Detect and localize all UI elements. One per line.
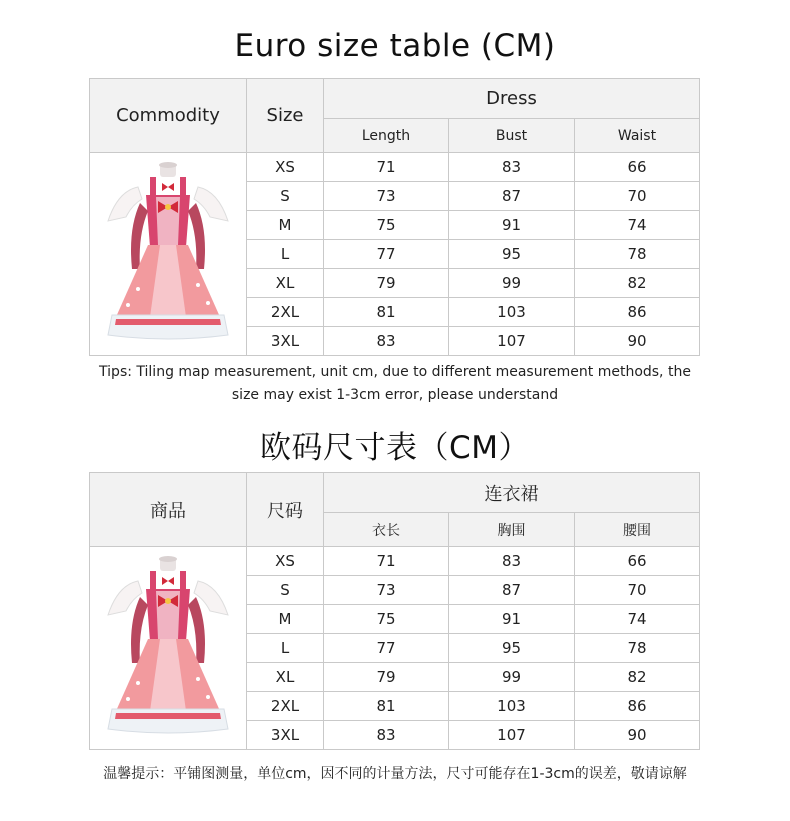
header-length: 衣长 bbox=[324, 513, 449, 547]
waist-cell: 90 bbox=[575, 721, 700, 750]
bust-cell: 99 bbox=[449, 269, 575, 298]
header-size: 尺码 bbox=[247, 473, 324, 547]
size-cell: L bbox=[247, 634, 324, 663]
bust-cell: 87 bbox=[449, 576, 575, 605]
euro-size-table bbox=[89, 78, 700, 356]
header-dress: Dress bbox=[324, 79, 700, 119]
size-cell: 3XL bbox=[247, 721, 324, 750]
table-row bbox=[90, 153, 700, 182]
bust-cell: 95 bbox=[449, 240, 575, 269]
header-commodity: 商品 bbox=[90, 473, 247, 547]
waist-cell: 82 bbox=[575, 269, 700, 298]
length-cell: 73 bbox=[324, 576, 449, 605]
waist-cell: 78 bbox=[575, 240, 700, 269]
header-bust: Bust bbox=[449, 119, 575, 153]
cn-size-table bbox=[89, 472, 700, 750]
size-cell: M bbox=[247, 211, 324, 240]
length-cell: 71 bbox=[324, 153, 449, 182]
length-cell: 75 bbox=[324, 605, 449, 634]
bust-cell: 91 bbox=[449, 211, 575, 240]
length-cell: 79 bbox=[324, 663, 449, 692]
length-cell: 81 bbox=[324, 692, 449, 721]
header-bust: 胸围 bbox=[449, 513, 575, 547]
size-cell: XS bbox=[247, 153, 324, 182]
pink-dress-image bbox=[98, 159, 238, 349]
bust-cell: 95 bbox=[449, 634, 575, 663]
cn-table-title: 欧码尺寸表（CM） bbox=[260, 430, 530, 466]
cn-tips: 温馨提示：平铺图测量，单位cm，因不同的计量方法，尺寸可能存在1-3cm的误差，敬请谅解 bbox=[103, 766, 687, 782]
length-cell: 83 bbox=[324, 721, 449, 750]
length-cell: 83 bbox=[324, 327, 449, 356]
euro-tips: Tips: Tiling map measurement, unit cm, due to different measurement methods, the size may exist 1-3cm error, please understand bbox=[99, 364, 691, 403]
bust-cell: 103 bbox=[449, 692, 575, 721]
product-image-cell bbox=[90, 153, 247, 356]
size-cell: XS bbox=[247, 547, 324, 576]
waist-cell: 82 bbox=[575, 663, 700, 692]
waist-cell: 70 bbox=[575, 576, 700, 605]
waist-cell: 66 bbox=[575, 153, 700, 182]
size-cell: S bbox=[247, 182, 324, 211]
header-length: Length bbox=[324, 119, 449, 153]
bust-cell: 99 bbox=[449, 663, 575, 692]
length-cell: 79 bbox=[324, 269, 449, 298]
euro-table-title: Euro size table (CM) bbox=[234, 28, 556, 64]
waist-cell: 78 bbox=[575, 634, 700, 663]
size-cell: 3XL bbox=[247, 327, 324, 356]
size-cell: 2XL bbox=[247, 692, 324, 721]
size-cell: L bbox=[247, 240, 324, 269]
waist-cell: 66 bbox=[575, 547, 700, 576]
product-image-cell bbox=[90, 547, 247, 750]
size-cell: XL bbox=[247, 663, 324, 692]
bust-cell: 107 bbox=[449, 721, 575, 750]
length-cell: 77 bbox=[324, 240, 449, 269]
size-cell: M bbox=[247, 605, 324, 634]
bust-cell: 91 bbox=[449, 605, 575, 634]
waist-cell: 86 bbox=[575, 298, 700, 327]
header-waist: 腰围 bbox=[575, 513, 700, 547]
header-waist: Waist bbox=[575, 119, 700, 153]
length-cell: 71 bbox=[324, 547, 449, 576]
header-size: Size bbox=[247, 79, 324, 153]
pink-dress-image bbox=[98, 553, 238, 743]
waist-cell: 70 bbox=[575, 182, 700, 211]
header-commodity: Commodity bbox=[90, 79, 247, 153]
bust-cell: 87 bbox=[449, 182, 575, 211]
bust-cell: 107 bbox=[449, 327, 575, 356]
bust-cell: 103 bbox=[449, 298, 575, 327]
waist-cell: 90 bbox=[575, 327, 700, 356]
bust-cell: 83 bbox=[449, 547, 575, 576]
size-cell: S bbox=[247, 576, 324, 605]
size-cell: XL bbox=[247, 269, 324, 298]
bust-cell: 83 bbox=[449, 153, 575, 182]
header-dress: 连衣裙 bbox=[324, 473, 700, 513]
size-cell: 2XL bbox=[247, 298, 324, 327]
waist-cell: 74 bbox=[575, 605, 700, 634]
waist-cell: 86 bbox=[575, 692, 700, 721]
length-cell: 73 bbox=[324, 182, 449, 211]
length-cell: 77 bbox=[324, 634, 449, 663]
length-cell: 75 bbox=[324, 211, 449, 240]
waist-cell: 74 bbox=[575, 211, 700, 240]
table-row bbox=[90, 547, 700, 576]
length-cell: 81 bbox=[324, 298, 449, 327]
